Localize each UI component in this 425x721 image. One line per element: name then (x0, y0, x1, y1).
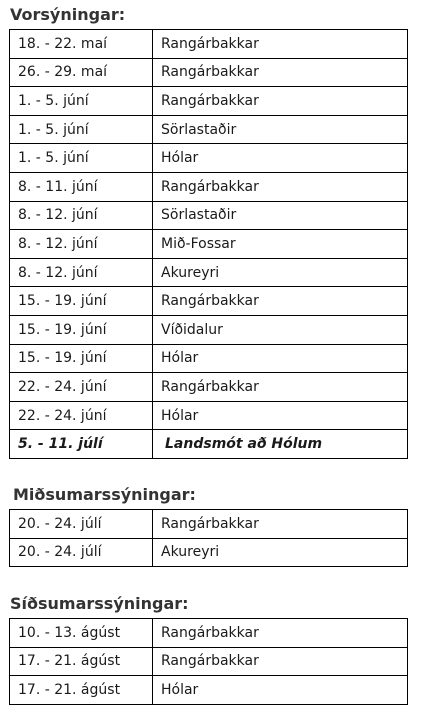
location-cell: Rangárbakkar (153, 87, 408, 116)
location-cell: Rangárbakkar (153, 172, 408, 201)
schedule-table-midsumarssyningar (9, 509, 408, 567)
table-row (10, 30, 408, 59)
section-title-vorsyningar: Vorsýningar: (10, 5, 126, 24)
location-cell: Hólar (153, 401, 408, 430)
table-row (10, 647, 408, 676)
date-cell: 22. - 24. júní (10, 373, 153, 402)
table-row (10, 58, 408, 87)
table-row (10, 87, 408, 116)
date-cell: 17. - 21. ágúst (10, 676, 153, 705)
date-cell: 8. - 11. júní (10, 172, 153, 201)
date-cell: 15. - 19. júní (10, 315, 153, 344)
date-cell: 15. - 19. júní (10, 287, 153, 316)
table-row (10, 258, 408, 287)
date-cell: 20. - 24. júlí (10, 510, 153, 539)
table-row (10, 373, 408, 402)
date-cell: 20. - 24. júlí (10, 538, 153, 567)
location-cell: Rangárbakkar (153, 58, 408, 87)
location-cell: Hólar (153, 676, 408, 705)
table-row (10, 430, 408, 459)
date-cell: 26. - 29. maí (10, 58, 153, 87)
date-cell: 22. - 24. júní (10, 401, 153, 430)
section-title-midsumarssyningar: Miðsumarssýningar: (13, 485, 196, 504)
table-body (10, 619, 408, 705)
date-cell: 15. - 19. júní (10, 344, 153, 373)
date-cell: 8. - 12. júní (10, 201, 153, 230)
date-cell: 1. - 5. júní (10, 115, 153, 144)
date-cell: 10. - 13. ágúst (10, 619, 153, 648)
location-cell: Rangárbakkar (153, 647, 408, 676)
location-cell: Mið-Fossar (153, 230, 408, 259)
table-row (10, 344, 408, 373)
table-row (10, 172, 408, 201)
table-row (10, 144, 408, 173)
schedule-table-sidsumarssyningar (9, 618, 408, 705)
date-cell: 8. - 12. júní (10, 258, 153, 287)
table-row (10, 230, 408, 259)
location-cell: Rangárbakkar (153, 287, 408, 316)
date-cell: 8. - 12. júní (10, 230, 153, 259)
table-body (10, 30, 408, 459)
date-cell: 18. - 22. maí (10, 30, 153, 59)
table-row (10, 510, 408, 539)
table-row (10, 676, 408, 705)
table-row (10, 287, 408, 316)
location-cell: Akureyri (153, 538, 408, 567)
location-cell: Hólar (153, 144, 408, 173)
location-cell: Hólar (153, 344, 408, 373)
table-body (10, 510, 408, 567)
date-cell: 17. - 21. ágúst (10, 647, 153, 676)
table-row (10, 115, 408, 144)
date-cell: 5. - 11. júlí (10, 430, 153, 459)
location-cell: Sörlastaðir (153, 201, 408, 230)
table-row (10, 401, 408, 430)
location-cell: Víðidalur (153, 315, 408, 344)
date-cell: 1. - 5. júní (10, 87, 153, 116)
table-row (10, 619, 408, 648)
schedule-table-vorsyningar (9, 29, 408, 459)
table-row (10, 538, 408, 567)
table-row (10, 315, 408, 344)
section-title-sidsumarssyningar: Síðsumarssýningar: (10, 594, 189, 613)
location-cell: Rangárbakkar (153, 373, 408, 402)
location-cell: Rangárbakkar (153, 30, 408, 59)
date-cell: 1. - 5. júní (10, 144, 153, 173)
location-cell: Sörlastaðir (153, 115, 408, 144)
location-cell: Landsmót að Hólum (153, 430, 408, 459)
location-cell: Rangárbakkar (153, 510, 408, 539)
table-row (10, 201, 408, 230)
location-cell: Rangárbakkar (153, 619, 408, 648)
location-cell: Akureyri (153, 258, 408, 287)
